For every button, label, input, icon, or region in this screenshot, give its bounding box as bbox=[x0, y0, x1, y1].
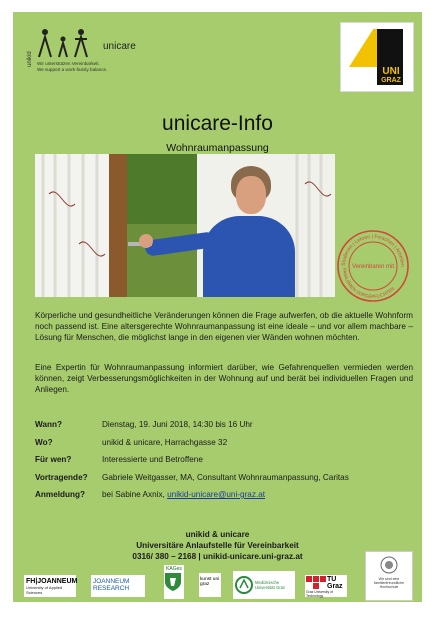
registration-key: Anmeldung? bbox=[35, 490, 86, 499]
unikid-unicare-logo bbox=[25, 27, 165, 77]
detail-key: Für wen? bbox=[35, 455, 72, 464]
logo-tagline-de: Wir unterstützen Vereinbarkeit. bbox=[37, 61, 100, 66]
reconciliation-stamp bbox=[335, 228, 411, 304]
footer-line-3: 0316/ 380 – 2168 | unikid-unicare.uni-graz.at bbox=[132, 552, 303, 561]
uni-graz-bottom: GRAZ bbox=[381, 77, 401, 84]
detail-value: unikid & unicare, Harrachgasse 32 bbox=[102, 437, 228, 447]
event-details bbox=[35, 420, 415, 508]
tu-graz-sub: Graz University of Technology bbox=[306, 590, 333, 598]
fh-joanneum-text: FH|JOANNEUM bbox=[26, 578, 78, 585]
poster bbox=[13, 12, 422, 602]
logo-word-unicare: unicare bbox=[103, 41, 136, 52]
woman-hand bbox=[139, 234, 153, 248]
registration-prefix: bei Sabine Axnix, bbox=[102, 490, 168, 499]
detail-row bbox=[35, 473, 415, 491]
meduni-circle-icon bbox=[235, 576, 253, 594]
joanneum-research-logo bbox=[91, 575, 145, 597]
logo-word-unikid: unikid bbox=[27, 51, 33, 67]
curtain-left-image bbox=[35, 154, 109, 297]
expert-paragraph: Eine Expertin für Wohnraumanpassung informiert darüber, wie Gefahrenquellen vermieden werden können, zeigt Verbesserungsmöglichkeiten in der Wohnung auf und berät bei individuellen Fragen und Anliegen. bbox=[35, 363, 413, 394]
stamp-center: Vereinbaren mit bbox=[351, 264, 395, 270]
hero-photo bbox=[35, 154, 335, 297]
audit-seal-icon bbox=[380, 556, 398, 574]
woman-sweater bbox=[203, 216, 295, 297]
kages-text: KAGes bbox=[166, 566, 182, 572]
tu-graz-logo bbox=[305, 575, 347, 597]
partner-logos bbox=[13, 565, 422, 601]
woman-face bbox=[236, 176, 266, 214]
detail-value: Interessierte und Betroffene bbox=[102, 455, 203, 464]
family-audit-logo bbox=[365, 551, 413, 601]
kunst-uni-graz-logo bbox=[199, 573, 221, 597]
detail-row bbox=[35, 455, 415, 473]
footer bbox=[13, 529, 422, 562]
audit-text: Wir sind eine familienfreundliche Hochschule bbox=[374, 577, 404, 589]
kunst-uni-text: kunst uni graz bbox=[200, 577, 220, 587]
detail-row bbox=[35, 438, 415, 456]
uni-graz-top: UNI bbox=[382, 66, 400, 77]
detail-key: Wann? bbox=[35, 420, 62, 429]
tu-graz-text: TU Graz bbox=[327, 576, 343, 590]
fh-joanneum-sub: University of Applied Sciences bbox=[26, 585, 63, 595]
family-figures-icon bbox=[35, 27, 95, 61]
stamp-ring-bottom: FAMILIÄREN SORGEPFLICHTEN bbox=[341, 267, 396, 300]
fh-joanneum-logo bbox=[24, 575, 76, 597]
uni-graz-wordmark bbox=[378, 67, 404, 85]
styria-crest-icon bbox=[164, 572, 182, 592]
detail-row bbox=[35, 420, 415, 438]
kages-logo bbox=[164, 565, 184, 599]
meduni-graz-logo bbox=[233, 571, 295, 599]
page-subtitle: Wohnraumanpassung bbox=[166, 142, 269, 154]
registration-row bbox=[35, 490, 415, 508]
footer-line-1: unikid & unicare bbox=[185, 530, 250, 539]
stamp-ring-top: Studieren | Lehren | Forschen | Arbeiten bbox=[340, 233, 406, 267]
detail-key: Wo? bbox=[35, 437, 53, 447]
registration-value bbox=[102, 490, 265, 499]
joanneum-research-text: JOANNEUM RESEARCH bbox=[93, 578, 130, 592]
logo-tagline-en: We support a work-family balance. bbox=[37, 67, 108, 72]
intro-paragraph: Körperliche und gesundheitliche Veränderungen können die Frage aufwerfen, ob die aktuelle Wohnform noch passend ist. Eine altersgerechte Wohnraumanpassung ist eine ideale – und vor allem machbare – Lösung für Menschen, die möglichst lange in den eigenen vier Wänden wohnen möchten. bbox=[35, 311, 413, 342]
detail-value: Gabriele Weitgasser, MA, Consultant Wohnraumanpassung, Caritas bbox=[102, 472, 349, 482]
window-frame bbox=[109, 154, 127, 297]
page-title: unicare-Info bbox=[162, 112, 273, 135]
meduni-text: Medizinische Universität Graz bbox=[255, 580, 286, 590]
detail-key: Vortragende? bbox=[35, 472, 88, 482]
footer-line-2: Universitäre Anlaufstelle für Vereinbarkeit bbox=[136, 541, 299, 550]
tu-graz-squares-icon bbox=[306, 576, 326, 590]
registration-email-link[interactable]: unikid-unicare@uni-graz.at bbox=[167, 490, 266, 499]
detail-value: Dienstag, 19. Juni 2018, 14:30 bis 16 Uhr bbox=[102, 420, 253, 429]
uni-graz-logo bbox=[340, 22, 414, 92]
